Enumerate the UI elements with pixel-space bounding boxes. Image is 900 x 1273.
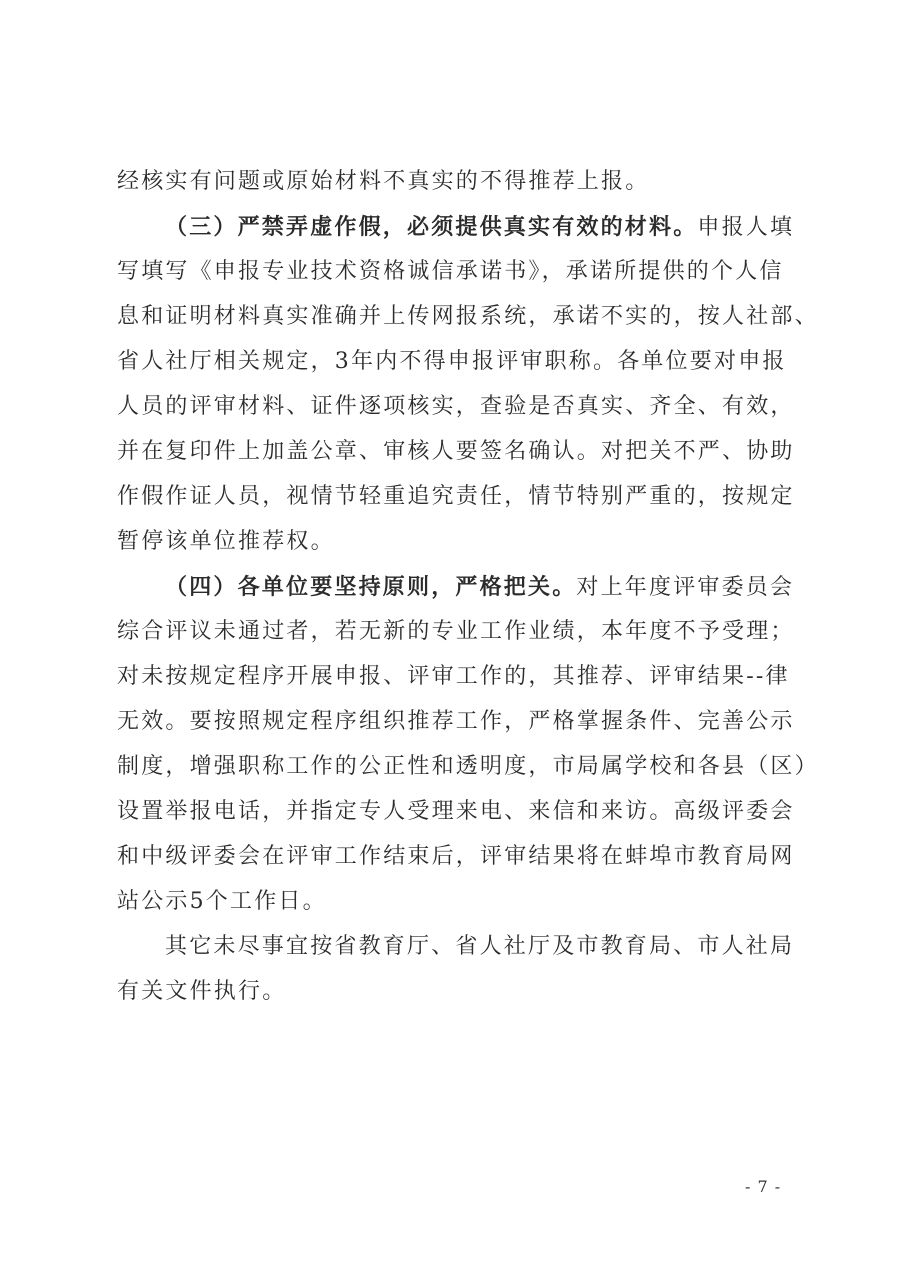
text-line: 制度，增强职称工作的公正性和透明度，市局属学校和各县（区） [117,754,819,779]
paragraph-4-first-line [165,572,797,603]
paragraph-3-heading: （三）严禁弄虚作假，必须提供真实有效的材料。 [165,214,698,240]
paragraph-4-heading: （四）各单位要坚持原则，严格把关。 [165,574,577,600]
text-line: 人员的评审材料、证件逐项核实，查验是否真实、齐全、有效， [117,394,795,419]
text-line: 息和证明材料真实准确并上传网报系统，承诺不实的，按人社部、 [117,304,819,329]
text-line: 省人社厅相关规定，3年内不得申报评审职称。各单位要对申报 [117,349,787,374]
text-line: 其它未尽事宜按省教育厅、省人社厅及市教育局、市人社局 [165,934,795,959]
text-line: 写填写《申报专业技术资格诚信承诺书》，承诺所提供的个人信 [117,259,784,284]
paragraph-3-first-line [165,212,797,243]
text-line: 并在复印件上加盖公章、审核人要签名确认。对把关不严、协助 [117,439,795,464]
text-line: 和中级评委会在评审工作结束后，评审结果将在蚌埠市教育局网 [117,844,795,869]
text-line: 经核实有问题或原始材料不真实的不得推荐上报。 [117,169,650,194]
text-line: 站公示5个工作日。 [117,889,327,914]
text-line: 暂停该单位推荐权。 [117,529,335,554]
paragraph-3-text: 申报人填 [697,215,795,240]
text-line: 作假作证人员，视情节轻重追究责任，情节特别严重的，按规定 [117,484,795,509]
text-line: 有关文件执行。 [117,979,287,1004]
text-line: 无效。要按照规定程序组织推荐工作，严格掌握条件、完善公示 [117,709,795,734]
page-number: - 7 - [745,1177,782,1196]
text-line: 综合评议未通过者，若无新的专业工作业绩，本年度不予受理； [117,619,795,644]
text-line: 设置举报电话，并指定专人受理来电、来信和来访。高级评委会 [117,799,795,824]
paragraph-4-text: 对上年度评审委员会 [576,575,795,600]
text-line: 对未按规定程序开展申报、评审工作的，其推荐、评审结果--律 [117,664,790,689]
